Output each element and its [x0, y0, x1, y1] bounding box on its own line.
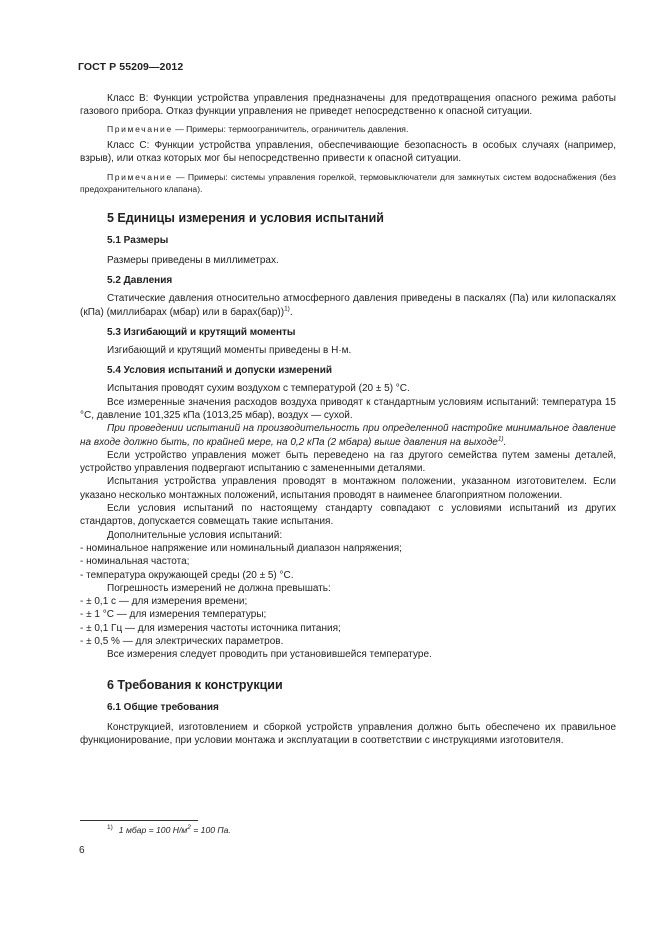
list-item: - ± 1 °С — для измерения температуры;	[80, 609, 267, 621]
section-6-1-text: Конструкцией, изготовлением и сборкой устройств управления должно быть обеспечено их правильное функционирование, при условии монтажа и эксплуатации в соответствии с инструкциями изготовителя.	[80, 721, 616, 746]
section-5-1-heading: 5.1 Размеры	[107, 235, 169, 247]
footnote	[107, 824, 231, 835]
section-5-1-text: Размеры приведены в миллиметрах.	[107, 255, 279, 267]
list-item: - номинальная частота;	[80, 556, 190, 568]
list-item: - температура окружающей среды (20 ± 5) °С.	[80, 569, 294, 581]
list-item: - номинальное напряжение или номинальный диапазон напряжения;	[80, 542, 402, 554]
section-6-heading: 6 Требования к конструкции	[107, 677, 283, 692]
list-item: - ± 0,5 % — для электрических параметров.	[80, 636, 284, 648]
period: .	[503, 436, 507, 448]
footnote-ref: 1)	[284, 305, 290, 313]
footnote-mark: 1)	[107, 824, 113, 831]
section-5-4-p4: Если устройство управления может быть переведено на газ другого семейства путем замены деталей, устройство управления подвергают испытанию с замененными деталями.	[80, 449, 616, 475]
section-6-1-heading: 6.1 Общие требования	[107, 701, 219, 713]
list-item: - ± 0,1 Гц — для измерения частоты источника питания;	[80, 622, 341, 634]
footnote-divider	[80, 820, 198, 821]
page-content	[80, 92, 616, 747]
section-5-4-p3-body: При проведении испытаний на производительность при определенной настройке минимальное давление на входе должно быть, по крайней мере, на 0,2 кПа (2 мбара) выше давления на выходе	[80, 423, 616, 448]
section-5-4-p7: Дополнительные условия испытаний:	[107, 529, 283, 541]
section-5-4-p5: Испытания устройства управления проводят в монтажном положении, указанном изготовителем. Если указано несколько монтажных положений, испытания проводят в наименее благоприятном положении.	[80, 476, 616, 501]
note-text: — Примеры: системы управления горелкой, термовыключатели для замкнутых систем водоснабжения (без предохранительного клапана).	[80, 172, 616, 195]
section-5-2-text	[80, 292, 616, 319]
section-5-2-body: Статические давления относительно атмосферного давления приведены в паскалях (Па) или килопаскалях (кПа) (миллибарах (мбар) или в барах(бар))	[80, 293, 616, 318]
class-b-note	[80, 123, 616, 135]
footnote-ref: 1)	[497, 435, 504, 443]
note-label: Примечание	[107, 172, 173, 183]
section-5-2-heading: 5.2 Давления	[107, 275, 173, 287]
page-number: 6	[79, 845, 85, 856]
period: .	[289, 306, 293, 318]
footnote-superscript: 2	[187, 824, 191, 831]
section-5-4-p9: Все измерения следует проводить при установившейся температуре.	[107, 649, 432, 661]
class-b-paragraph: Класс В: Функции устройства управления предназначены для предотвращения опасного режима работы газового прибора. Отказ функции управления не приведет непосредственно к опасной ситуации.	[80, 93, 616, 118]
section-5-3-heading: 5.3 Изгибающий и крутящий моменты	[107, 327, 296, 339]
section-5-heading: 5 Единицы измерения и условия испытаний	[107, 211, 384, 226]
section-5-4-p3	[80, 422, 616, 449]
note-label: Примечание	[107, 123, 173, 134]
list-item: - ± 0,1 с — для измерения времени;	[80, 596, 248, 608]
footnote-text-a: 1 мбар = 100 Н/м	[118, 824, 188, 835]
document-code: ГОСТ Р 55209—2012	[78, 61, 184, 73]
footnote-text-b: = 100 Па.	[190, 824, 231, 835]
section-5-3-text: Изгибающий и крутящий моменты приведены в Н·м.	[107, 345, 352, 357]
section-5-4-p1: Испытания проводят сухим воздухом с температурой (20 ± 5) °С.	[107, 383, 410, 395]
class-c-note	[80, 171, 616, 195]
section-5-4-heading: 5.4 Условия испытаний и допуски измерений	[107, 365, 332, 377]
section-5-4-p2: Все измеренные значения расходов воздуха приводят к стандартным условиям испытаний: температура 15 °С, давление 101,325 кПа (1013,25 мбар), воздух — сухой.	[80, 396, 616, 421]
note-text: — Примеры: термоограничитель, ограничитель давления.	[172, 123, 409, 134]
section-5-4-p8: Погрешность измерений не должна превышать:	[107, 582, 331, 594]
section-5-4-p6: Если условия испытаний по настоящему стандарту совпадают с условиями испытаний из других стандартов, допускается совмещать такие испытания.	[80, 503, 616, 528]
class-c-paragraph: Класс С: Функции устройства управления, обеспечивающие безопасность в особых случаях (например, взрыв), или отказ которых мог бы непосредственно привести к опасной ситуации.	[80, 139, 616, 164]
